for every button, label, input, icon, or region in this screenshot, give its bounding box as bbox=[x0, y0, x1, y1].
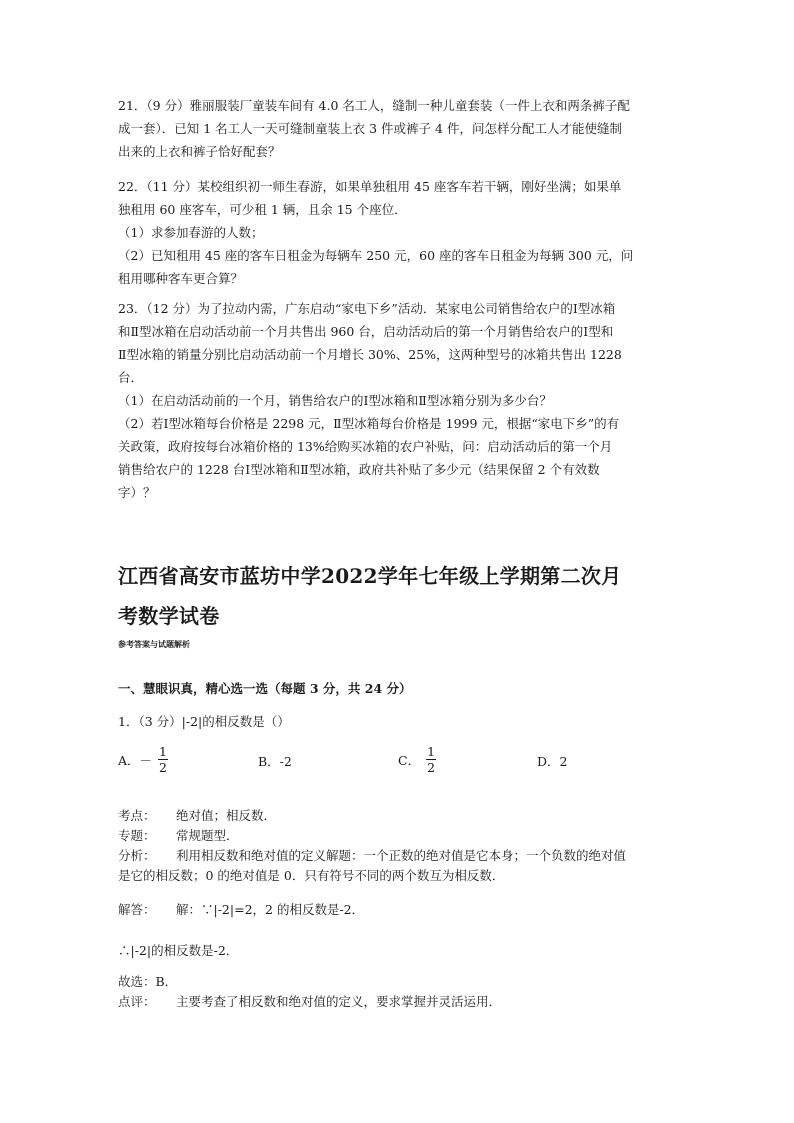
q22-line: 租用哪种客车更合算？ bbox=[118, 271, 244, 286]
answer-title bbox=[118, 556, 718, 636]
zhuanti-row bbox=[118, 826, 678, 845]
question-23 bbox=[118, 297, 678, 504]
option-a-label: A．－ bbox=[118, 752, 153, 768]
q22-line: （2）已知租用 45 座的客车日租金为每辆车 250 元，60 座的客车日租金为每辆 300 元，问 bbox=[118, 248, 634, 263]
guxuan-row bbox=[118, 972, 678, 991]
q22-line: 独租用 60 座客车，可少租 1 辆，且余 15 个座位． bbox=[118, 202, 407, 217]
kaodian-label: 考点： bbox=[118, 808, 156, 823]
fraction-numerator: 1 bbox=[159, 744, 167, 759]
fraction bbox=[158, 744, 168, 775]
fenxi-row-2 bbox=[118, 866, 678, 885]
q22-line: 22．（11 分）某校组织初一师生春游，如果单独租用 45 座客车若干辆，刚好坐满；如果单 bbox=[118, 179, 622, 194]
fraction bbox=[426, 744, 436, 775]
fenxi-label: 分析： bbox=[118, 848, 156, 863]
dianping-text: 主要考查了相反数和绝对值的定义，要求掌握并灵活运用． bbox=[176, 994, 502, 1009]
option-c bbox=[398, 744, 436, 775]
question-21 bbox=[118, 94, 678, 163]
q23-line: 和Ⅱ型冰箱在启动活动前一个月共售出 960 台，启动活动后的第一个月销售给农户的Ⅰ型和 bbox=[118, 324, 614, 339]
fenxi-text: 利用相反数和绝对值的定义解题：一个正数的绝对值是它本身；一个负数的绝对值 bbox=[176, 848, 627, 863]
q23-line: （2）若Ⅰ型冰箱每台价格是 2298 元，Ⅱ型冰箱每台价格是 1999 元，根据“家电下乡”的有 bbox=[118, 416, 620, 431]
q22-line: （1）求参加春游的人数； bbox=[118, 225, 264, 240]
answer-title-line: 考数学试卷 bbox=[118, 604, 220, 628]
section-heading: 一、慧眼识真，精心选一选（每题 3 分，共 24 分） bbox=[118, 681, 412, 696]
option-b bbox=[258, 752, 292, 770]
therefore-text: ∴|-2|的相反数是-2． bbox=[118, 943, 239, 958]
kaodian-text: 绝对值；相反数． bbox=[176, 808, 277, 823]
q23-line: 台． bbox=[118, 370, 144, 385]
q23-line: （1）在启动活动前的一个月，销售给农户的Ⅰ型冰箱和Ⅱ型冰箱分别为多少台？ bbox=[118, 393, 552, 408]
option-d-label: D．2 bbox=[537, 754, 568, 769]
answer-subtitle: 参考答案与试题解析 bbox=[118, 639, 190, 649]
question-22 bbox=[118, 175, 678, 290]
guxuan-text: 故选：B． bbox=[118, 974, 178, 989]
q23-line: 字）？ bbox=[118, 485, 156, 500]
fenxi-row bbox=[118, 846, 678, 865]
q23-line: 23．（12 分）为了拉动内需，广东启动“家电下乡”活动．某家电公司销售给农户的Ⅰ型冰箱 bbox=[118, 301, 616, 316]
q21-line: 21．（9 分）雅丽服装厂童装车间有 4.0 名工人，缝制一种儿童套装（一件上衣和两条裤子配 bbox=[118, 98, 630, 113]
zhuanti-label: 专题： bbox=[118, 828, 156, 843]
q21-line: 出来的上衣和裤子恰好配套？ bbox=[118, 144, 281, 159]
option-d bbox=[537, 752, 567, 770]
jieda-row bbox=[118, 900, 678, 919]
zhuanti-text: 常规题型． bbox=[176, 828, 239, 843]
option-c-label: C． bbox=[398, 752, 421, 768]
dianping-row bbox=[118, 992, 678, 1011]
q23-line: 销售给农户的 1228 台Ⅰ型冰箱和Ⅱ型冰箱，政府共补贴了多少元（结果保留 2 个有效数 bbox=[118, 462, 600, 477]
jieda-text: 解：∵|-2|=2，2 的相反数是-2． bbox=[176, 902, 365, 917]
fraction-denominator: 2 bbox=[427, 760, 436, 775]
kaodian-row bbox=[118, 806, 678, 825]
therefore-row bbox=[118, 941, 678, 960]
option-b-label: B．-2 bbox=[258, 754, 292, 769]
fenxi-text: 是它的相反数；0 的绝对值是 0．只有符号不同的两个数互为相反数． bbox=[118, 868, 505, 883]
q23-line: Ⅱ型冰箱的销量分别比启动活动前一个月增长 30%、25%，这两种型号的冰箱共售出 1228 bbox=[118, 347, 622, 362]
jieda-label: 解答： bbox=[118, 902, 156, 917]
fraction-numerator: 1 bbox=[427, 744, 436, 759]
answer-title-line: 江西省高安市蓝坊中学2022学年七年级上学期第二次月 bbox=[118, 564, 622, 588]
q1-stem: 1．（3 分）|-2|的相反数是（） bbox=[118, 714, 290, 729]
option-a bbox=[118, 744, 168, 775]
q23-line: 关政策，政府按每台冰箱价格的 13%给购买冰箱的农户补贴，问：启动活动后的第一个月 bbox=[118, 439, 613, 454]
dianping-label: 点评： bbox=[118, 994, 156, 1009]
fraction-denominator: 2 bbox=[159, 760, 167, 775]
q21-line: 成一套）．已知 1 名工人一天可缝制童装上衣 3 件或裤子 4 件，问怎样分配工人才能使缝制 bbox=[118, 121, 622, 136]
